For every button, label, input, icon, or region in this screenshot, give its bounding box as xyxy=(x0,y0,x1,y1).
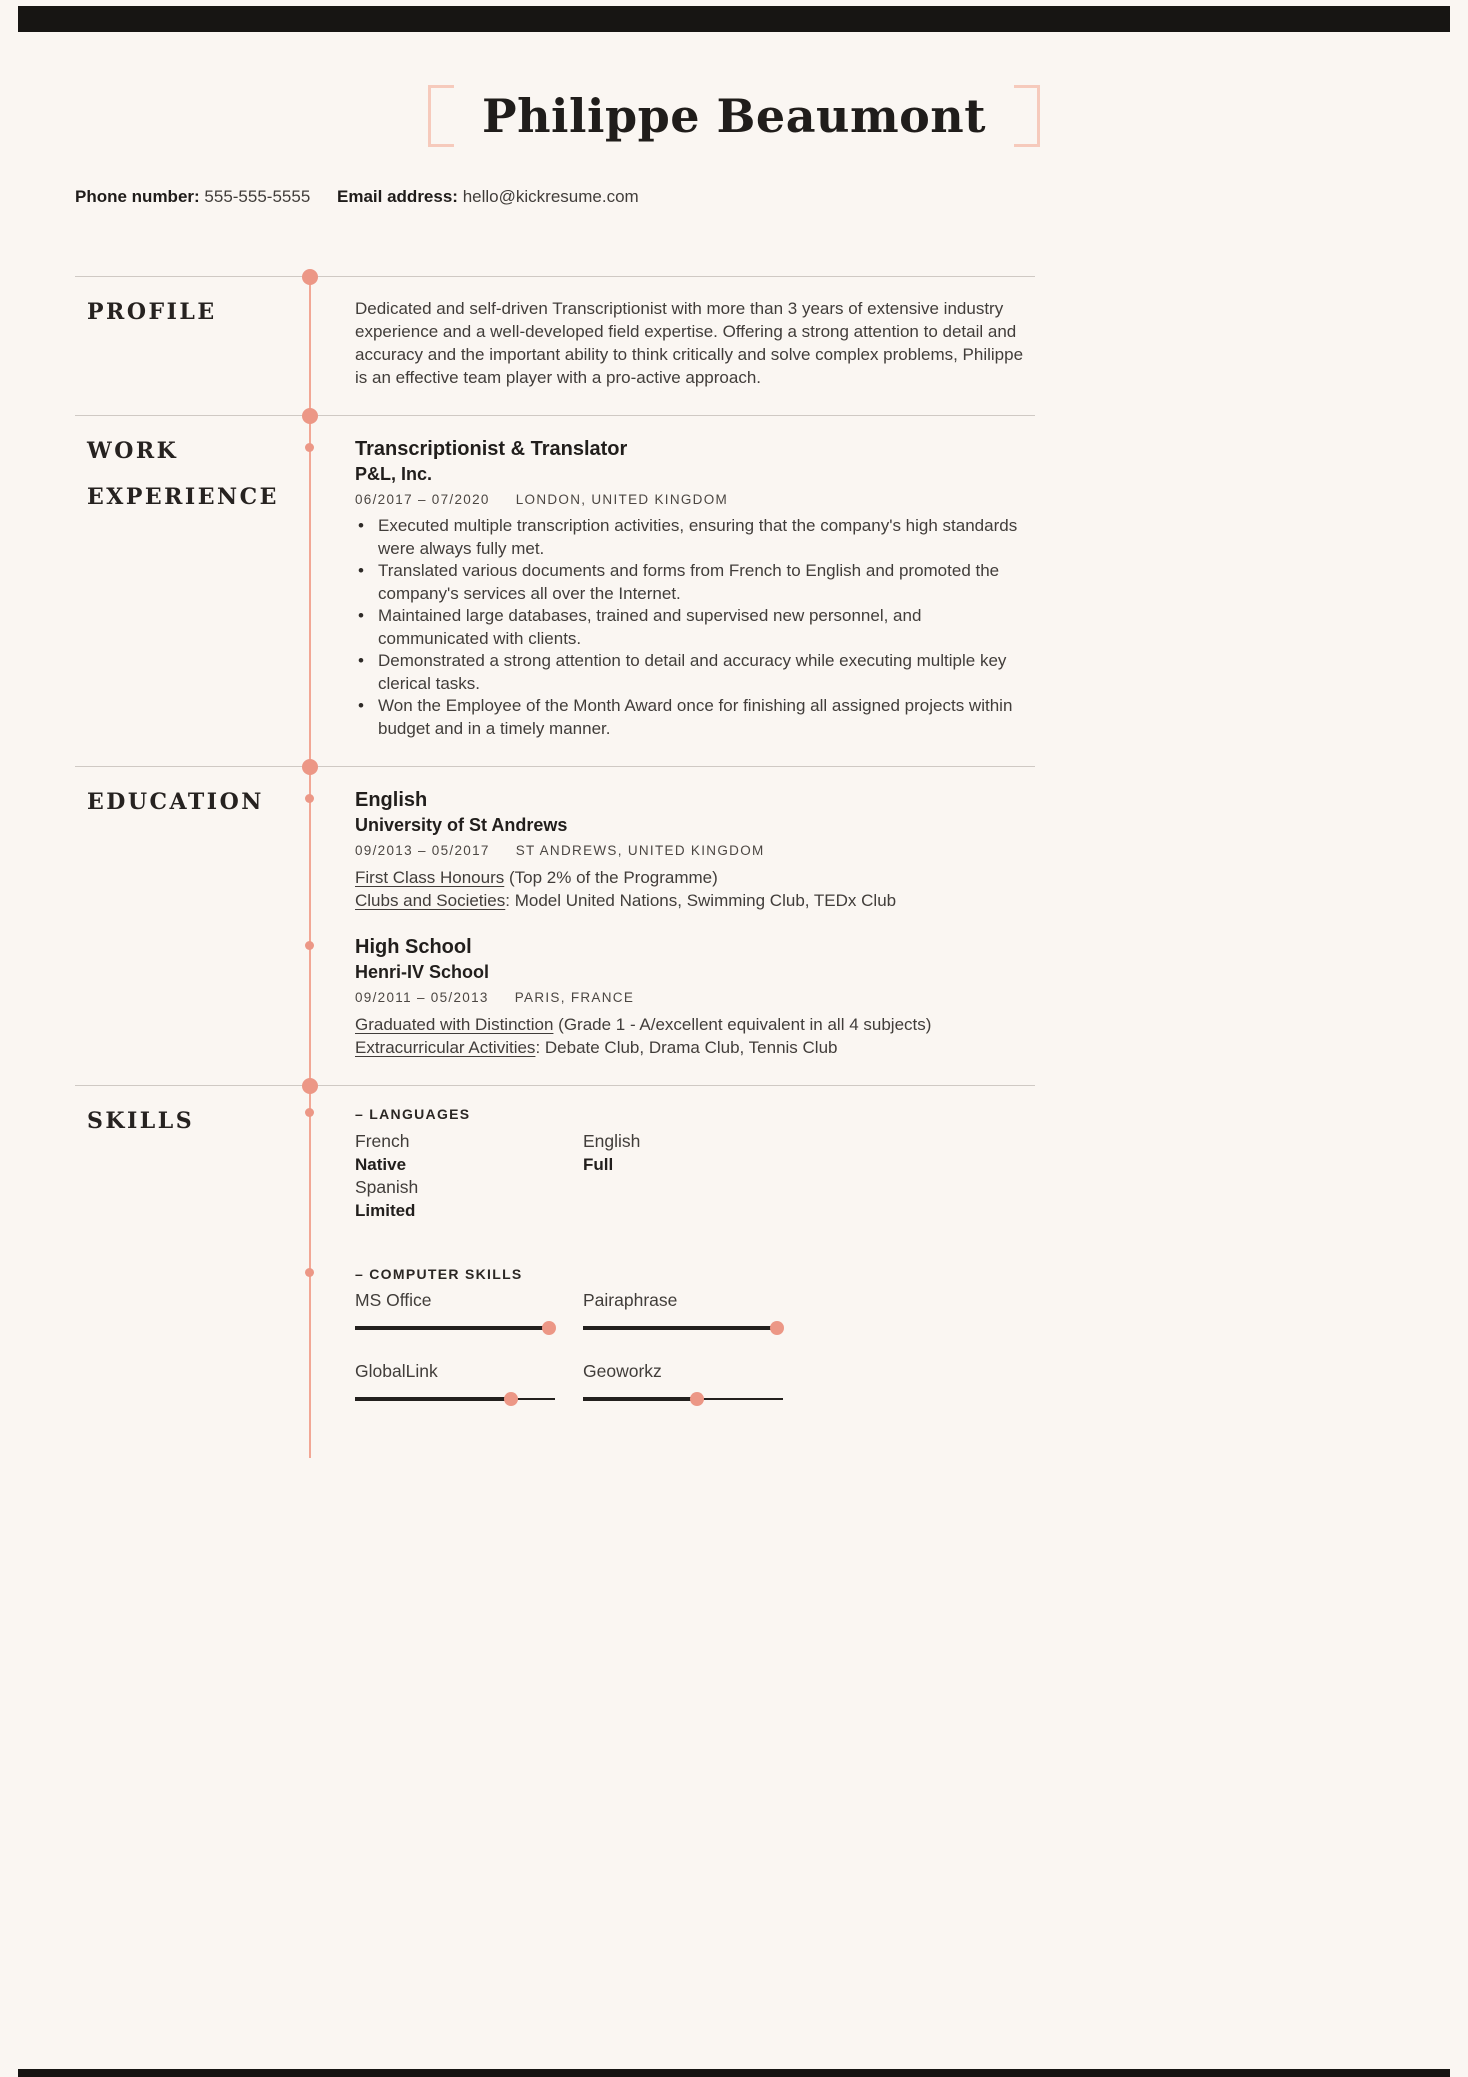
language-item xyxy=(355,1176,583,1222)
timeline-dot-skills xyxy=(302,1078,318,1094)
skill-bar xyxy=(583,1392,783,1406)
education-award-rest: (Top 2% of the Programme) xyxy=(504,868,718,887)
title-bracket-right-icon xyxy=(1014,85,1040,147)
profile-heading: PROFILE xyxy=(87,299,217,325)
profile-content xyxy=(310,277,1035,415)
computer-skills-grid xyxy=(355,1290,1035,1432)
skill-bar-fill xyxy=(583,1326,777,1330)
timeline-dot-languages xyxy=(305,1108,314,1117)
profile-text: Dedicated and self-driven Transcriptionist with more than 3 years of extensive industry experience and a well-developed field expertise. Offering a strong attention to detail and accuracy and the important ability to think critically and solve complex problems, Philippe is an effective team player with a pro-active approach. xyxy=(355,299,1024,387)
phone-value: 555-555-5555 xyxy=(204,187,311,206)
education-clubs-rest: : Debate Club, Drama Club, Tennis Club xyxy=(535,1038,838,1057)
phone-label: Phone number: xyxy=(75,187,200,206)
computer-skills-group xyxy=(355,1266,1035,1432)
job-meta-row xyxy=(355,492,1035,507)
work-experience-section xyxy=(75,415,1035,766)
languages-group xyxy=(355,1106,1035,1222)
education-location: PARIS, FRANCE xyxy=(514,990,635,1005)
job-bullet: • Won the Employee of the Month Award once for finishing all assigned projects within budget and in a timely manner. xyxy=(355,695,1035,740)
person-name: Philippe Beaumont xyxy=(481,89,986,143)
education-dates: 09/2013 – 05/2017 xyxy=(355,843,490,858)
work-heading-column xyxy=(75,416,310,766)
skill-bar-dot xyxy=(504,1392,518,1406)
education-award-underlined: Graduated with Distinction xyxy=(355,1015,554,1034)
education-clubs-line xyxy=(355,889,1035,912)
skills-section xyxy=(75,1085,1035,1458)
education-section xyxy=(75,766,1035,1085)
skills-content xyxy=(310,1086,1035,1458)
school-name: University of St Andrews xyxy=(355,815,568,835)
degree-title: English xyxy=(355,789,428,811)
skills-heading-column xyxy=(75,1086,310,1458)
education-heading: EDUCATION xyxy=(87,789,264,815)
language-item xyxy=(583,1130,811,1176)
company-name: P&L, Inc. xyxy=(355,464,433,484)
skill-bar-fill xyxy=(355,1397,511,1401)
education-award-line xyxy=(355,1013,1035,1036)
skill-bar-fill xyxy=(583,1397,697,1401)
timeline-dot-degree-2 xyxy=(305,941,314,950)
education-heading-column xyxy=(75,767,310,1085)
education-entry xyxy=(355,787,1035,912)
skill-name: Pairaphrase xyxy=(583,1290,678,1310)
education-award-rest: (Grade 1 - A/excellent equivalent in all 4 subjects) xyxy=(553,1015,932,1034)
job-bullet: • Demonstrated a strong attention to detail and accuracy while executing multiple key clerical tasks. xyxy=(355,650,1035,695)
skill-bar-dot xyxy=(770,1321,784,1335)
skill-bar-dot xyxy=(690,1392,704,1406)
job-bullet-list xyxy=(355,515,1035,740)
computer-skill-item xyxy=(355,1361,583,1406)
education-content xyxy=(310,767,1035,1085)
timeline-dot-job xyxy=(305,443,314,452)
language-name: Spanish xyxy=(355,1177,419,1197)
email-value: hello@kickresume.com xyxy=(462,187,639,206)
language-level: Limited xyxy=(355,1201,416,1220)
languages-label: – LANGUAGES xyxy=(355,1106,471,1122)
education-dates: 09/2011 – 05/2013 xyxy=(355,990,489,1005)
skill-bar-dot xyxy=(542,1321,556,1335)
computer-skill-item xyxy=(583,1290,811,1335)
education-clubs-line xyxy=(355,1036,1035,1059)
timeline-dot-education xyxy=(302,759,318,775)
language-name: French xyxy=(355,1131,410,1151)
language-name: English xyxy=(583,1131,641,1151)
education-clubs-underlined: Clubs and Societies xyxy=(355,891,506,910)
language-level: Native xyxy=(355,1155,407,1174)
language-level: Full xyxy=(583,1155,614,1174)
profile-section xyxy=(75,276,1035,415)
work-content xyxy=(310,416,1035,766)
skill-bar xyxy=(355,1321,555,1335)
education-clubs-underlined: Extracurricular Activities xyxy=(355,1038,536,1057)
education-entry xyxy=(355,934,1035,1059)
school-name: Henri-IV School xyxy=(355,962,490,982)
work-experience-heading: WORK EXPERIENCE xyxy=(87,438,279,510)
skill-name: GlobalLink xyxy=(355,1361,438,1381)
education-location: ST ANDREWS, UNITED KINGDOM xyxy=(515,843,765,858)
education-meta-row xyxy=(355,843,1035,858)
skill-bar-fill xyxy=(355,1326,549,1330)
education-award-underlined: First Class Honours xyxy=(355,868,505,887)
top-accent-bar xyxy=(18,6,1450,32)
job-bullet: • Maintained large databases, trained and supervised new personnel, and communicated with clients. xyxy=(355,605,1035,650)
degree-title: High School xyxy=(355,936,472,958)
resume-body xyxy=(75,276,1035,1458)
education-award-line xyxy=(355,866,1035,889)
email-label: Email address: xyxy=(337,187,458,206)
skill-name: MS Office xyxy=(355,1290,432,1310)
title-row xyxy=(0,85,1468,147)
timeline-dot-degree-1 xyxy=(305,794,314,803)
title-bracket-left-icon xyxy=(428,85,454,147)
job-dates: 06/2017 – 07/2020 xyxy=(355,492,490,507)
timeline-dot-work xyxy=(302,408,318,424)
skill-name: Geoworkz xyxy=(583,1361,662,1381)
timeline-dot-profile xyxy=(302,269,318,285)
computer-skill-item xyxy=(355,1290,583,1335)
skill-bar xyxy=(355,1392,555,1406)
contact-line xyxy=(75,187,1393,207)
job-location: LONDON, UNITED KINGDOM xyxy=(515,492,729,507)
language-item xyxy=(355,1130,583,1176)
bottom-accent-bar xyxy=(18,2069,1450,2077)
computer-skills-label: – COMPUTER SKILLS xyxy=(355,1266,523,1282)
skill-bar xyxy=(583,1321,783,1335)
profile-heading-column xyxy=(75,277,310,415)
computer-skill-item xyxy=(583,1361,811,1406)
education-meta-row xyxy=(355,990,1035,1005)
job-bullet: • Translated various documents and forms from French to English and promoted the company's services all over the Internet. xyxy=(355,560,1035,605)
languages-row xyxy=(355,1130,1035,1222)
skills-heading: SKILLS xyxy=(87,1108,195,1134)
work-entry xyxy=(355,436,1035,740)
job-bullet: • Executed multiple transcription activities, ensuring that the company's high standards were always fully met. xyxy=(355,515,1035,560)
job-title: Transcriptionist & Translator xyxy=(355,438,628,460)
timeline-dot-computer-skills xyxy=(305,1268,314,1277)
education-clubs-rest: : Model United Nations, Swimming Club, TEDx Club xyxy=(505,891,897,910)
